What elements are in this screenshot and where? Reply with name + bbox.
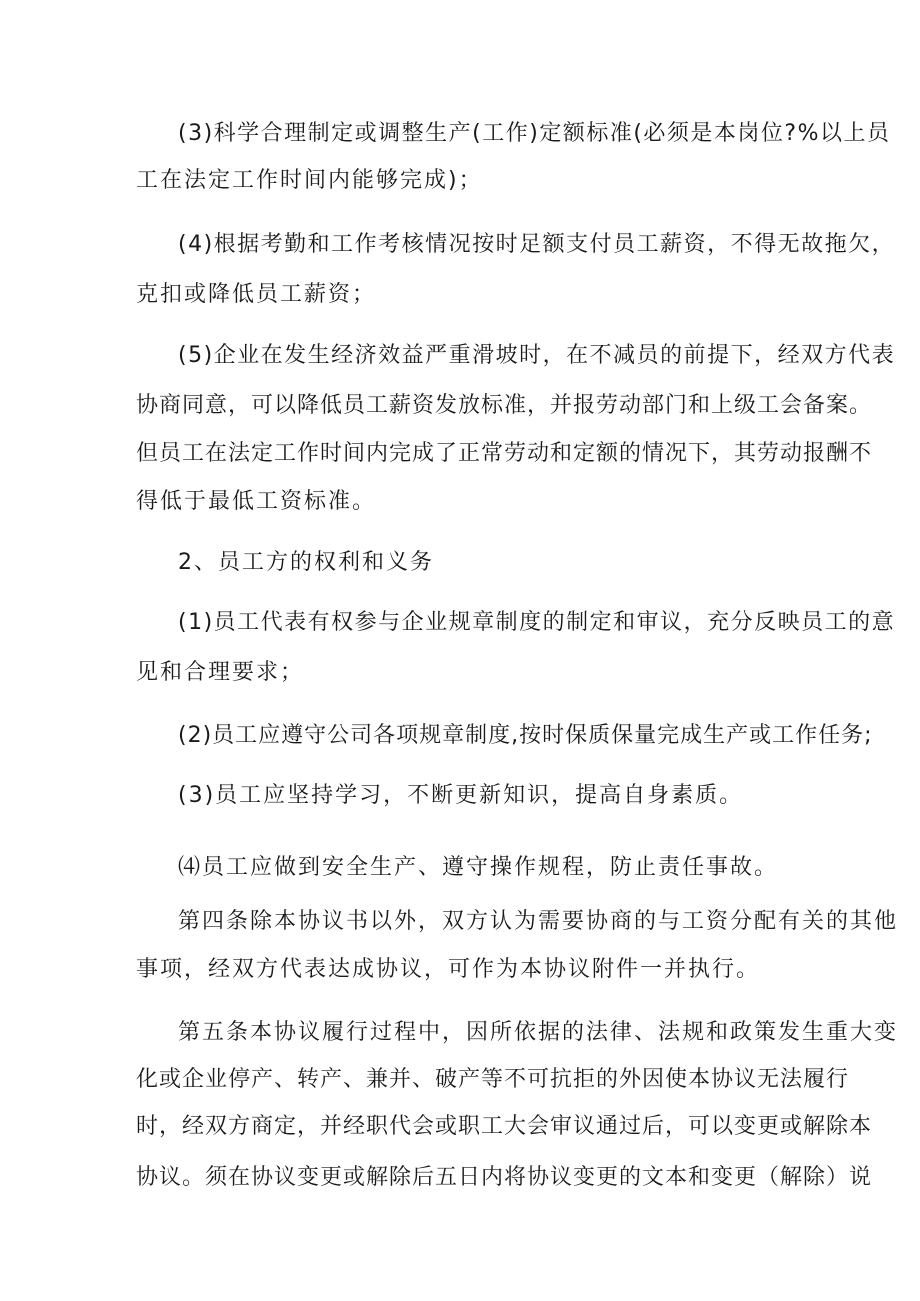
- paragraph-line: 时，经双方商定，并经职代会或职工大会审议通过后，可以变更或解除本: [136, 1114, 873, 1139]
- paragraph-line: 事项，经双方代表达成协议，可作为本协议附件一并执行。: [136, 957, 761, 982]
- paragraph-line: (2)员工应遵守公司各项规章制度,按时保质保量完成生产或工作任务;: [178, 723, 873, 748]
- paragraph-line: 协议。须在协议变更或解除后五日内将协议变更的文本和变更（解除）说: [136, 1165, 873, 1190]
- paragraph-line: ⑷员工应做到安全生产、遵守操作规程，防止责任事故。: [178, 855, 779, 880]
- paragraph-line: 工在法定工作时间内能够完成)；: [136, 168, 483, 193]
- paragraph-line: (5)企业在发生经济效益严重滑坡时，在不减员的前提下，经双方代表: [178, 343, 896, 368]
- paragraph-line: 得低于最低工资标准。: [136, 489, 377, 514]
- paragraph-line: 但员工在法定工作时间内完成了正常劳动和定额的情况下，其劳动报酬不: [136, 441, 873, 466]
- section-heading: 2、员工方的权利和义务: [178, 550, 434, 575]
- paragraph-line: (3)科学合理制定或调整生产(工作)定额标准(必须是本岗位?%以上员: [178, 121, 891, 146]
- paragraph-line: 化或企业停产、转产、兼并、破产等不可抗拒的外因使本协议无法履行: [136, 1067, 850, 1092]
- paragraph-line: (4)根据考勤和工作考核情况按时足额支付员工薪资，不得无故拖欠，: [178, 232, 896, 257]
- paragraph-line: 第五条本协议履行过程中，因所依据的法律、法规和政策发生重大变: [178, 1020, 899, 1045]
- paragraph-line: 协商同意，可以降低员工薪资发放标准，并报劳动部门和上级工会备案。: [136, 393, 873, 418]
- paragraph-line: (3)员工应坚持学习，不断更新知识，提高自身素质。: [178, 783, 744, 808]
- paragraph-line: 克扣或降低员工薪资；: [136, 282, 377, 307]
- paragraph-line: 第四条除本协议书以外，双方认为需要协商的与工资分配有关的其他: [178, 909, 899, 934]
- paragraph-line: (1)员工代表有权参与企业规章制度的制定和审议，充分反映员工的意: [178, 610, 896, 635]
- paragraph-line: 见和合理要求；: [136, 660, 305, 685]
